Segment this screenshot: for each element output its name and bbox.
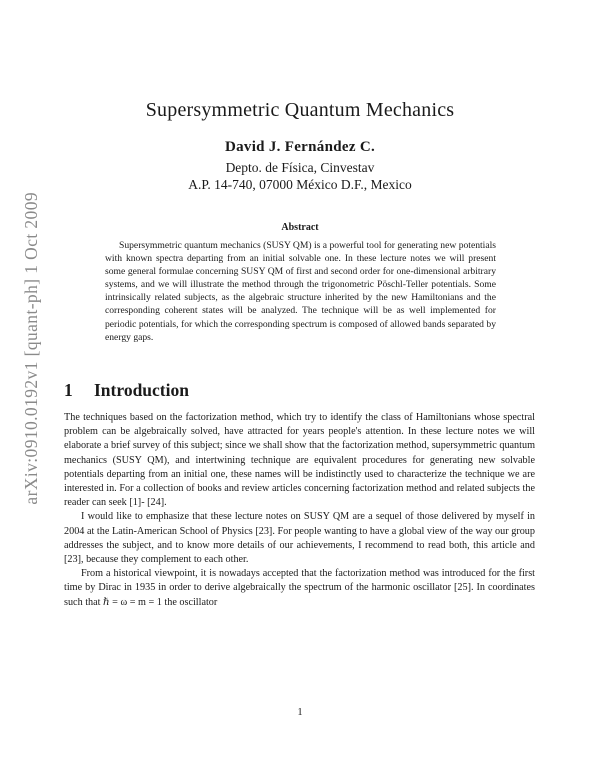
paragraph: The techniques based on the factorization method, which try to identify the class of Hamiltonians whose spectral problem can be algebraically solved, have attracted for years people's attention. In these lecture notes we will elaborate a brief survey of this subject; since we shall show that the factorization method, supersymmetric quantum mechanics (SUSY QM), and intertwining technique are equivalent procedures for generating new solvable potentials departing from an initial one, these names will be indistinctly used to characterize the technique we are interested in. For a collection of books and review articles concerning factorization method and related subjects the reader can seek [1]- [24].	[64, 412, 535, 509]
paper-title: Supersymmetric Quantum Mechanics	[145, 99, 455, 121]
affiliation-line-2: A.P. 14-740, 07000 México D.F., Mexico	[188, 177, 412, 192]
affiliation-line-1: Depto. de Física, Cinvestav	[225, 160, 375, 175]
arxiv-identifier: arXiv:0910.0192v1 [quant-ph] 1 Oct 2009	[21, 192, 41, 505]
abstract-text: Supersymmetric quantum mechanics (SUSY QM) is a powerful tool for generating new potentials with known spectra departing from an initial solvable one. In these lecture notes we will present some general formulae concerning SUSY QM of first and second order for one-dimensional arbitrary systems, and we will illustrate the method through the trigonometric Pöschl-Teller potentials. Some intrinsically related subjects, as the algebraic structure inherited by the new Hamiltonians and the corresponding coherent states will be analyzed. The technique will be as well implemented for periodic potentials, for which the corresponding spectrum is composed of allowed bands separated by energy gaps.	[105, 240, 496, 343]
abstract-heading: Abstract	[281, 222, 319, 233]
section-title: Introduction	[94, 380, 189, 400]
body-text	[64, 411, 535, 610]
section-number: 1	[64, 380, 73, 400]
paragraph: From a historical viewpoint, it is nowadays accepted that the factorization method was introduced for the first time by Dirac in 1935 in order to derive algebraically the spectrum of the harmonic oscillator [25]. In coordinates such that ℏ = ω = m = 1 the oscillator	[64, 568, 535, 608]
page-number: 1	[297, 707, 303, 718]
section-heading	[64, 380, 189, 401]
author-name: David J. Fernández C.	[224, 139, 376, 155]
paragraph: I would like to emphasize that these lecture notes on SUSY QM are a sequel of those delivered by myself in 2004 at the Latin-American School of Physics [23]. For people wanting to have a global view of the way our group addresses the subject, and to know more details of our achievements, I recommend to read both, this article and [23], because they complement to each other.	[64, 511, 535, 566]
